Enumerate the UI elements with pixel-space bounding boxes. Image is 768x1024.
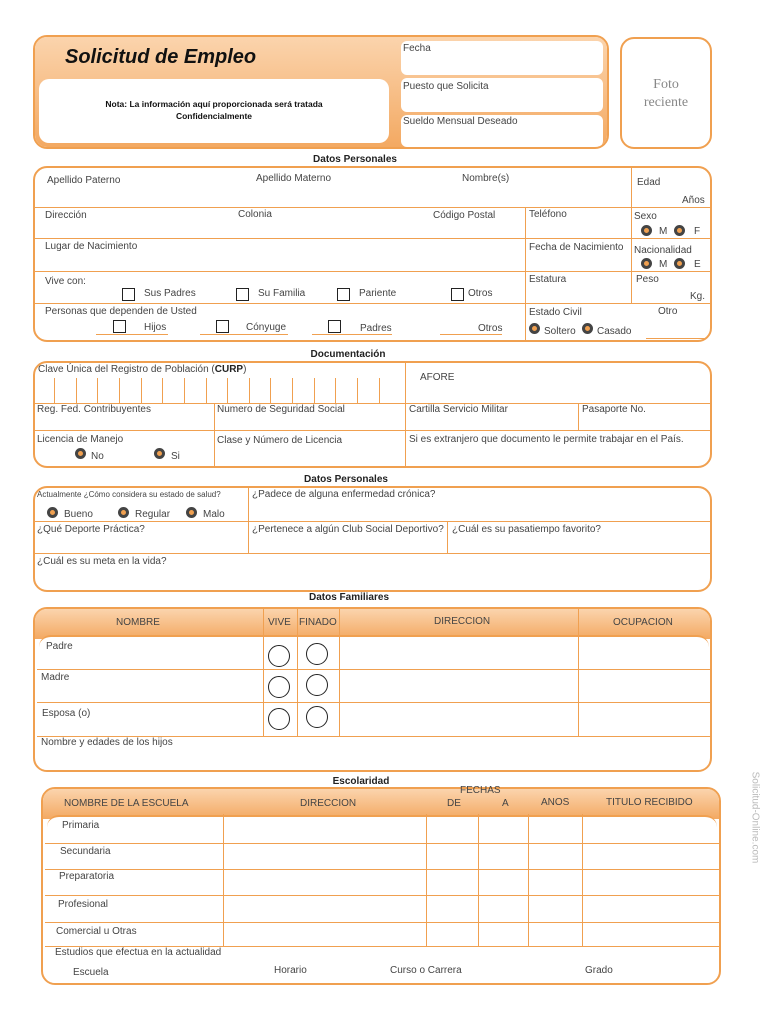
- salud-box: [33, 486, 712, 592]
- clase-licencia-label: Clase y Número de Licencia: [217, 435, 343, 446]
- club-label: ¿Pertenece a algún Club Social Deportivo?: [252, 524, 444, 535]
- hijos-nombres-label: Nombre y edades de los hijos: [41, 737, 173, 748]
- hijos-checkbox[interactable]: [113, 320, 126, 333]
- padres-checkbox[interactable]: [328, 320, 341, 333]
- padre-vive-circle[interactable]: [268, 645, 290, 667]
- soltero-radio[interactable]: [529, 323, 540, 334]
- casado-radio[interactable]: [582, 323, 593, 334]
- otros-label: Otros: [468, 288, 493, 299]
- sexo-m-radio[interactable]: [641, 225, 652, 236]
- casado-label: Casado: [597, 326, 632, 337]
- licencia-no-radio[interactable]: [75, 448, 86, 459]
- estudios-actuales-label: Estudios que efectua en la actualidad: [55, 947, 222, 958]
- malo-label: Malo: [203, 509, 225, 520]
- curp-label: Clave Única del Registro de Población (CURP): [38, 364, 247, 375]
- otros2-label: Otros: [478, 323, 503, 334]
- nacionalidad-e-radio[interactable]: [674, 258, 685, 269]
- licencia-no-label: No: [91, 451, 104, 462]
- conyuge-label: Cónyuge: [246, 322, 287, 333]
- sexo-m-label: M: [659, 226, 668, 237]
- documentacion-title: Documentación: [310, 349, 386, 360]
- photo-label-1: Foto: [653, 77, 679, 92]
- madre-label: Madre: [41, 672, 70, 683]
- photo-label-2: reciente: [643, 95, 689, 110]
- anos-label: Años: [682, 195, 705, 206]
- escuela-label: Escuela: [73, 967, 109, 978]
- licencia-si-label: Si: [171, 451, 180, 462]
- curso-label: Curso o Carrera: [390, 965, 462, 976]
- rfc-label: Reg. Fed. Contribuyentes: [37, 404, 151, 415]
- padres-label: Padres: [360, 323, 392, 334]
- nombres-label: Nombre(s): [462, 173, 510, 184]
- nacionalidad-m-radio[interactable]: [641, 258, 652, 269]
- enfermedad-label: ¿Padece de alguna enfermedad crónica?: [252, 489, 436, 500]
- apellido-materno-label: Apellido Materno: [256, 173, 332, 184]
- fam-col-nombre: NOMBRE: [116, 617, 160, 628]
- nacionalidad-m-label: M: [659, 259, 668, 270]
- padre-label: Padre: [46, 641, 73, 652]
- su-familia-label: Su Familia: [258, 288, 306, 299]
- padre-finado-circle[interactable]: [306, 643, 328, 665]
- regular-label: Regular: [135, 509, 171, 520]
- fam-col-ocupacion: OCUPACION: [613, 617, 673, 628]
- deporte-label: ¿Qué Deporte Práctica?: [37, 524, 145, 535]
- codigo-postal-label: Código Postal: [433, 210, 496, 221]
- note-line2: Confidencialmente: [175, 111, 253, 121]
- esc-col-anos: ANOS: [541, 797, 570, 808]
- afore-label: AFORE: [420, 372, 455, 383]
- sexo-f-label: F: [694, 226, 701, 237]
- nacionalidad-e-label: E: [694, 259, 701, 270]
- esposa-vive-circle[interactable]: [268, 708, 290, 730]
- watermark: Solicitud-Online.com: [749, 771, 761, 864]
- esc-col-a: A: [502, 798, 509, 809]
- licencia-si-radio[interactable]: [154, 448, 165, 459]
- secundaria-label: Secundaria: [60, 846, 111, 857]
- bueno-label: Bueno: [64, 509, 93, 520]
- otros-checkbox[interactable]: [451, 288, 464, 301]
- esposa-finado-circle[interactable]: [306, 706, 328, 728]
- fecha-field[interactable]: [401, 41, 603, 75]
- sexo-label: Sexo: [634, 211, 657, 222]
- esc-col-fechas: FECHAS: [460, 785, 501, 796]
- vive-con-label: Vive con:: [45, 276, 86, 287]
- comercial-label: Comercial u Otras: [56, 926, 137, 937]
- horario-label: Horario: [274, 965, 307, 976]
- photo-box[interactable]: [620, 37, 712, 149]
- primaria-label: Primaria: [62, 820, 100, 831]
- note-line1: Nota: La información aquí proporcionada será tratada: [105, 99, 323, 109]
- regular-radio[interactable]: [118, 507, 129, 518]
- su-familia-checkbox[interactable]: [236, 288, 249, 301]
- pariente-checkbox[interactable]: [337, 288, 350, 301]
- dependen-label: Personas que dependen de Usted: [45, 306, 197, 317]
- conyuge-checkbox[interactable]: [216, 320, 229, 333]
- pasaporte-label: Pasaporte No.: [582, 404, 646, 415]
- escolaridad-title: Escolaridad: [332, 776, 390, 787]
- licencia-label: Licencia de Manejo: [37, 434, 124, 445]
- direccion-label: Dirección: [45, 210, 87, 221]
- extranjero-label: Si es extranjero que documento le permite trabajar en el País.: [409, 434, 684, 445]
- hijos-label: Hijos: [144, 322, 167, 333]
- esc-col-nombre: NOMBRE DE LA ESCUELA: [64, 798, 189, 809]
- apellido-paterno-label: Apellido Paterno: [47, 175, 121, 186]
- estado-civil-label: Estado Civil: [529, 307, 582, 318]
- madre-finado-circle[interactable]: [306, 674, 328, 696]
- fam-col-direccion: DIRECCION: [434, 616, 491, 627]
- nss-label: Numero de Seguridad Social: [217, 404, 345, 415]
- header-box: [33, 35, 609, 149]
- estado-salud-label: Actualmente ¿Cómo considera su estado de salud?: [37, 490, 221, 499]
- edad-label: Edad: [637, 177, 661, 188]
- fam-col-finado: FINADO: [299, 617, 337, 628]
- otro-label: Otro: [658, 306, 678, 317]
- malo-radio[interactable]: [186, 507, 197, 518]
- sus-padres-label: Sus Padres: [144, 288, 196, 299]
- soltero-label: Soltero: [544, 326, 576, 337]
- profesional-label: Profesional: [58, 899, 109, 910]
- cartilla-label: Cartilla Servicio Militar: [409, 404, 508, 415]
- sus-padres-checkbox[interactable]: [122, 288, 135, 301]
- colonia-label: Colonia: [238, 209, 272, 220]
- sexo-f-radio[interactable]: [674, 225, 685, 236]
- meta-label: ¿Cuál es su meta en la vida?: [37, 556, 167, 567]
- esposa-label: Esposa (o): [42, 708, 91, 719]
- preparatoria-label: Preparatoria: [59, 871, 115, 882]
- puesto-label: Puesto que Solicita: [403, 81, 489, 92]
- lugar-nacimiento-label: Lugar de Nacimiento: [45, 241, 138, 252]
- madre-vive-circle[interactable]: [268, 676, 290, 698]
- salud-title: Datos Personales: [304, 474, 388, 485]
- page-title: Solicitud de Empleo: [65, 46, 257, 68]
- familiares-title: Datos Familiares: [308, 592, 390, 603]
- fecha-nacimiento-label: Fecha de Nacimiento: [529, 242, 624, 253]
- peso-label: Peso: [636, 274, 659, 285]
- curp-tick-marks[interactable]: [36, 378, 406, 403]
- esc-col-titulo: TITULO RECIBIDO: [606, 797, 693, 808]
- bueno-radio[interactable]: [47, 507, 58, 518]
- fecha-label: Fecha: [403, 43, 431, 54]
- nacionalidad-label: Nacionalidad: [634, 245, 692, 256]
- esc-col-direccion: DIRECCION: [300, 798, 357, 809]
- personal-title: Datos Personales: [313, 154, 397, 165]
- kg-label: Kg.: [690, 291, 706, 302]
- esc-col-de: DE: [447, 798, 461, 809]
- estatura-label: Estatura: [529, 274, 567, 285]
- pariente-label: Pariente: [359, 288, 397, 299]
- fam-col-vive: VIVE: [268, 617, 291, 628]
- sueldo-label: Sueldo Mensual Deseado: [403, 116, 518, 127]
- grado-label: Grado: [585, 965, 613, 976]
- pasatiempo-label: ¿Cuál es su pasatiempo favorito?: [452, 524, 601, 535]
- telefono-label: Teléfono: [529, 209, 567, 220]
